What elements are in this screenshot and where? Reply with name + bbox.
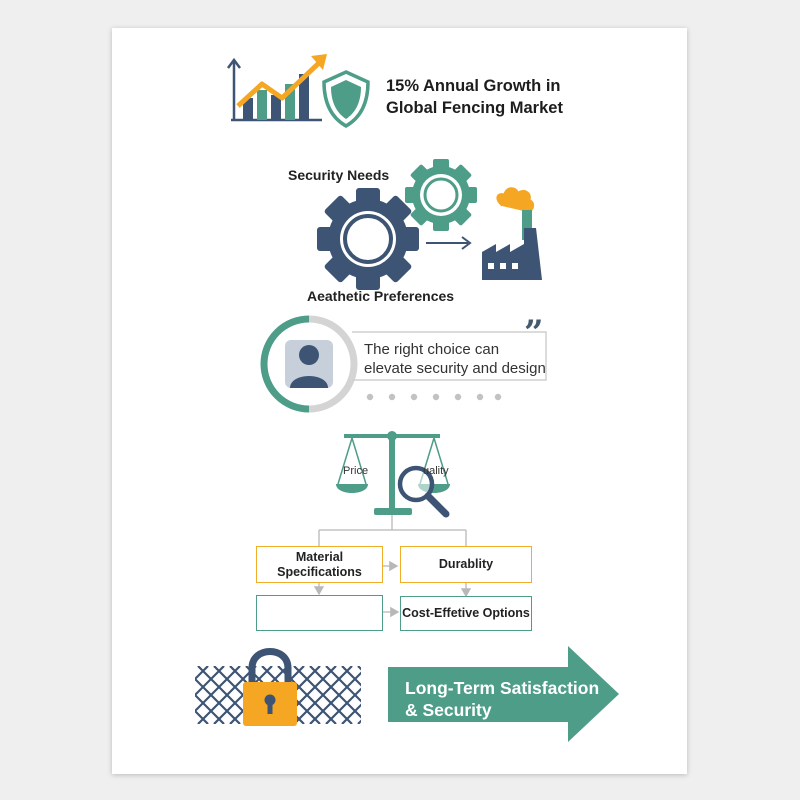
cost-effective-options-box: [400, 596, 532, 631]
testimonial-quote: The right choice can elevate security and design: [364, 341, 546, 377]
security-needs-label: Security Needs: [288, 167, 390, 183]
cost-effective-options-label: Cost-Effetive Options: [402, 606, 530, 620]
aesthetic-preferences-label: Aeathetic Preferences: [307, 288, 455, 304]
person-avatar-icon: [264, 319, 354, 409]
shield-icon: [324, 72, 368, 126]
market-growth-title: 15% Annual Growth in Global Fencing Market: [386, 77, 563, 117]
growth-chart-icon: [228, 54, 327, 120]
material-specifications-box: [256, 546, 383, 583]
scale-quality-label: uality: [423, 465, 449, 477]
outcome-arrow-label: Long-Term Satisfaction & Security: [405, 678, 600, 720]
arrow-right-icon: [426, 237, 470, 249]
material-specifications-label: Material Specifications: [277, 549, 362, 579]
gear-icon-small: [405, 159, 477, 231]
padlock-icon: [243, 652, 297, 727]
factory-icon: [482, 188, 542, 280]
scale-price-label: Price: [343, 465, 369, 477]
carousel-dots: [367, 394, 501, 400]
quote-icon: ”: [524, 313, 544, 353]
durability-label: Durablity: [438, 557, 494, 571]
gear-icon-large: [317, 188, 419, 290]
empty-flow-box: [256, 595, 383, 631]
durability-box: [400, 546, 532, 583]
